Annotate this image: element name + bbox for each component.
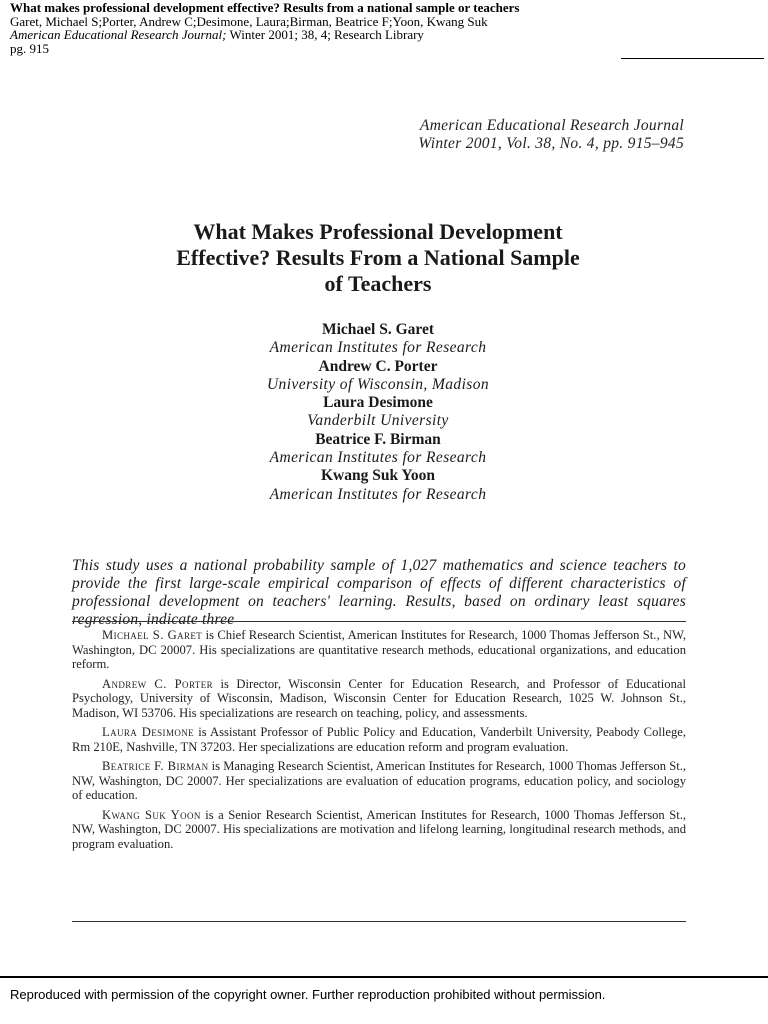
author-footnote [72, 759, 686, 803]
footnote-author-name: Kwang Suk Yoon [102, 807, 201, 822]
document-header [10, 1, 750, 55]
header-journal-details: Winter 2001; 38, 4; Research Library [226, 27, 424, 42]
author-name: Michael S. Garet [321, 321, 435, 338]
footnote-text: is Managing Research Scientist, American Institutes for Research, 1000 Thomas Jefferson St., NW, Washington, DC 20007. Her specializations are evaluation of education programs, education policy, and sociology of education. [72, 759, 686, 802]
copyright-notice: Reproduced with permission of the copyright owner. Further reproduction prohibited without permission. [10, 987, 606, 1002]
page-bottom-divider [0, 976, 768, 978]
author-list [100, 321, 656, 504]
paper-title-line: What Makes Professional Development [193, 219, 563, 244]
author-footnote [72, 725, 686, 754]
author-footnote [72, 628, 686, 672]
header-journal: American Educational Research Journal; [10, 27, 227, 42]
author-name: Laura Desimone [323, 394, 433, 412]
author-name: Kwang Suk Yoon [320, 467, 435, 485]
paper-title-line: of Teachers [324, 271, 432, 296]
author-affiliation: American Institutes for Research [269, 485, 487, 503]
author-name: Beatrice F. Birman [315, 430, 441, 448]
header-title: What makes professional development effective? Results from a national sample or teachers [10, 0, 520, 15]
footnote-text: is Chief Research Scientist, American Institutes for Research, 1000 Thomas Jefferson St., NW, Washington, DC 20007. His specializations are quantitative research methods, educational organizations, and education reform. [72, 628, 686, 671]
footnote-text: is Director, Wisconsin Center for Education Research, and Professor of Educational Psychology, University of Wisconsin, Madison, Wisconsin Center for Education Research, 1025 W. Johnson St., Madison, WI 53706. His specializations are research on teaching, policy, and assessments. [72, 676, 686, 720]
abstract: This study uses a national probability sample of 1,027 mathematics and science teachers to provide the first large-scale empirical comparison of effects of different characteristics of professional development on teachers' learning. Results, based on ordinary least squares regression, indicate three [72, 556, 686, 629]
footnote-author-name: Andrew C. Porter [102, 676, 214, 691]
header-divider [621, 58, 764, 59]
paper-title [60, 219, 696, 297]
journal-issue: Winter 2001, Vol. 38, No. 4, pp. 915–945 [418, 135, 684, 152]
paper-title-line: Effective? Results From a National Sample [176, 245, 580, 270]
footnote-text: is Assistant Professor of Public Policy and Education, Vanderbilt University, Peabody College, Rm 210E, Nashville, TN 37203. Her specializations are education reform and program evaluation. [72, 725, 686, 754]
footnote-text: is a Senior Research Scientist, American Institutes for Research, 1000 Thomas Jefferson St., NW, Washington, DC 20007. His specializations are motivation and lifelong learning, longitudinal research methods, and program evaluation. [72, 807, 686, 851]
footer-divider [72, 921, 686, 922]
author-affiliation: University of Wisconsin, Madison [266, 375, 490, 393]
journal-name: American Educational Research Journal [419, 117, 684, 134]
header-page: pg. 915 [10, 40, 49, 56]
author-footnote [72, 808, 686, 852]
author-name: Andrew C. Porter [318, 357, 438, 375]
footnote-author-name: Michael S. Garet [102, 628, 203, 642]
footnote-divider [72, 621, 686, 622]
footnote-author-name: Beatrice F. Birman [102, 759, 209, 773]
author-footnote [72, 677, 686, 721]
author-affiliation: Vanderbilt University [307, 412, 449, 430]
footnote-author-name: Laura Desimone [102, 725, 195, 739]
journal-citation [418, 117, 684, 153]
author-footnotes [72, 628, 686, 856]
header-source [10, 28, 750, 42]
header-authors: Garet, Michael S;Porter, Andrew C;Desimone, Laura;Birman, Beatrice F;Yoon, Kwang Suk [10, 13, 488, 29]
author-affiliation: American Institutes for Research [269, 449, 487, 467]
author-affiliation: American Institutes for Research [269, 339, 487, 357]
